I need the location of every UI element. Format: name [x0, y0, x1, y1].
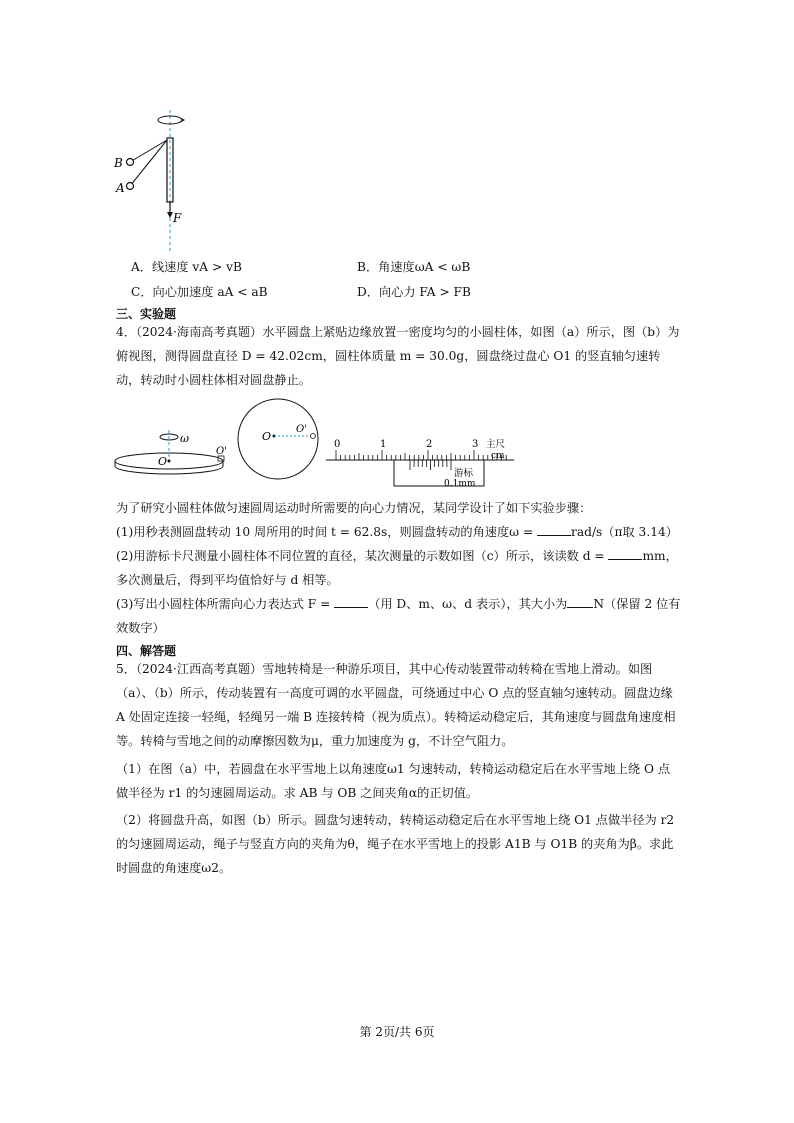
- q4-intro: 为了研究小圆柱体做匀速圆周运动时所需要的向心力情况，某同学设计了如下实验步骤：: [116, 501, 592, 515]
- figure-a-disc-side: [112, 428, 242, 480]
- vernier-unit: 0.1mm: [444, 479, 476, 488]
- q5-stem: 5．（2024·江西高考真题）雪地转椅是一种游乐项目，其中心传动装置带动转椅在雪地上滑动。如图（a）、（b）所示，传动装置有一高度可调的水平圆盘，可绕通过中心 O 点的竖直轴匀速转动。圆盘边缘 A 处固定连接一轻绳，轻绳另一端 B 连接转椅（视为质点）。转椅运动稳定后，其角速度与圆盘角速度相等。转椅与雪地之间的动摩擦因数为μ，重力加速度为 g，不计空气阻力。: [116, 662, 676, 748]
- svg-text:O': O': [296, 424, 307, 435]
- q4-step2: (2)用游标卡尺测量小圆柱体不同位置的直径，某次测量的示数如图（c）所示，该读数 d = mm，多次测量后，得到平均值恰好与 d 相等。: [116, 549, 678, 587]
- section-title-solution: 四、解答题: [116, 644, 177, 658]
- svg-text:ω: ω: [180, 432, 189, 445]
- label-F: F: [173, 211, 182, 225]
- q4-step3: (3)写出小圆柱体所需向心力表达式 F = （用 D、m、ω、d 表示），其大小为 N（保留 2 位有效数字）: [116, 597, 681, 635]
- main-tick-1: 1: [380, 439, 387, 450]
- q4-stem: 4．（2024·海南高考真题）水平圆盘上紧贴边缘放置一密度均匀的小圆柱体，如图（a）所示，图（b）为俯视图，测得圆盘直径 D = 42.02cm，圆柱体质量 m = 30.0g，圆盘绕过盘心 O1 的竖直轴匀速转动，转动时小圆柱体相对圆盘静止。: [116, 325, 680, 387]
- main-tick-2: 2: [426, 439, 433, 450]
- string-A: [130, 140, 167, 186]
- main-tick-3: 3: [472, 439, 479, 450]
- label-B: B: [114, 156, 123, 170]
- ball-A: [127, 183, 134, 190]
- figure-b-disc-top: [232, 396, 324, 482]
- string-B: [130, 140, 167, 162]
- q5-part1: （1）在图（a）中，若圆盘在水平雪地上以角速度ω1 匀速转动，转椅运动稳定后在水平雪地上绕 O 点做半径为 r1 的匀速圆周运动。求 AB 与 OB 之间夹角α的正切值。: [116, 762, 671, 800]
- answer-blank-omega[interactable]: [537, 523, 571, 536]
- option-b: B．角速度ωA < ωB: [357, 260, 471, 274]
- q4-step1: (1)用秒表测圆盘转动 10 周所用的时间 t = 62.8s，则圆盘转动的角速度ω = rad/s（π取 3.14）: [116, 525, 678, 539]
- svg-text:O': O': [216, 446, 227, 457]
- svg-text:O: O: [262, 430, 272, 443]
- answer-blank-d[interactable]: [608, 547, 642, 560]
- option-d: D．向心力 FA > FB: [357, 285, 471, 299]
- section-title-experiment: 三、实验题: [116, 307, 177, 321]
- svg-text:O: O: [158, 455, 168, 468]
- main-scale-label: 主尺: [486, 439, 506, 450]
- label-A: A: [116, 181, 125, 195]
- answer-blank-F-expression[interactable]: [334, 595, 368, 608]
- ball-B: [127, 159, 134, 166]
- main-tick-0: 0: [334, 439, 341, 450]
- option-c: C．向心加速度 aA < aB: [131, 285, 268, 299]
- figure-rotating-rod: [112, 106, 212, 254]
- q5-part2: （2）将圆盘升高，如图（b）所示。圆盘匀速转动，转椅运动稳定后在水平雪地上绕 O1 点做半径为 r2 的匀速圆周运动，绳子与竖直方向的夹角为θ，绳子在水平雪地上的投影 A1B 与 O1B 的夹角为β。求此时圆盘的角速度ω2。: [116, 813, 675, 875]
- option-a: A．线速度 vA > vB: [131, 260, 242, 274]
- answer-blank-F-value[interactable]: [567, 595, 593, 608]
- main-scale-unit: cm: [491, 451, 505, 461]
- vernier-label: 游标: [454, 468, 474, 479]
- figure-c-vernier-caliper: [324, 436, 524, 488]
- page-footer: 第 2页/共 6页: [359, 1025, 435, 1039]
